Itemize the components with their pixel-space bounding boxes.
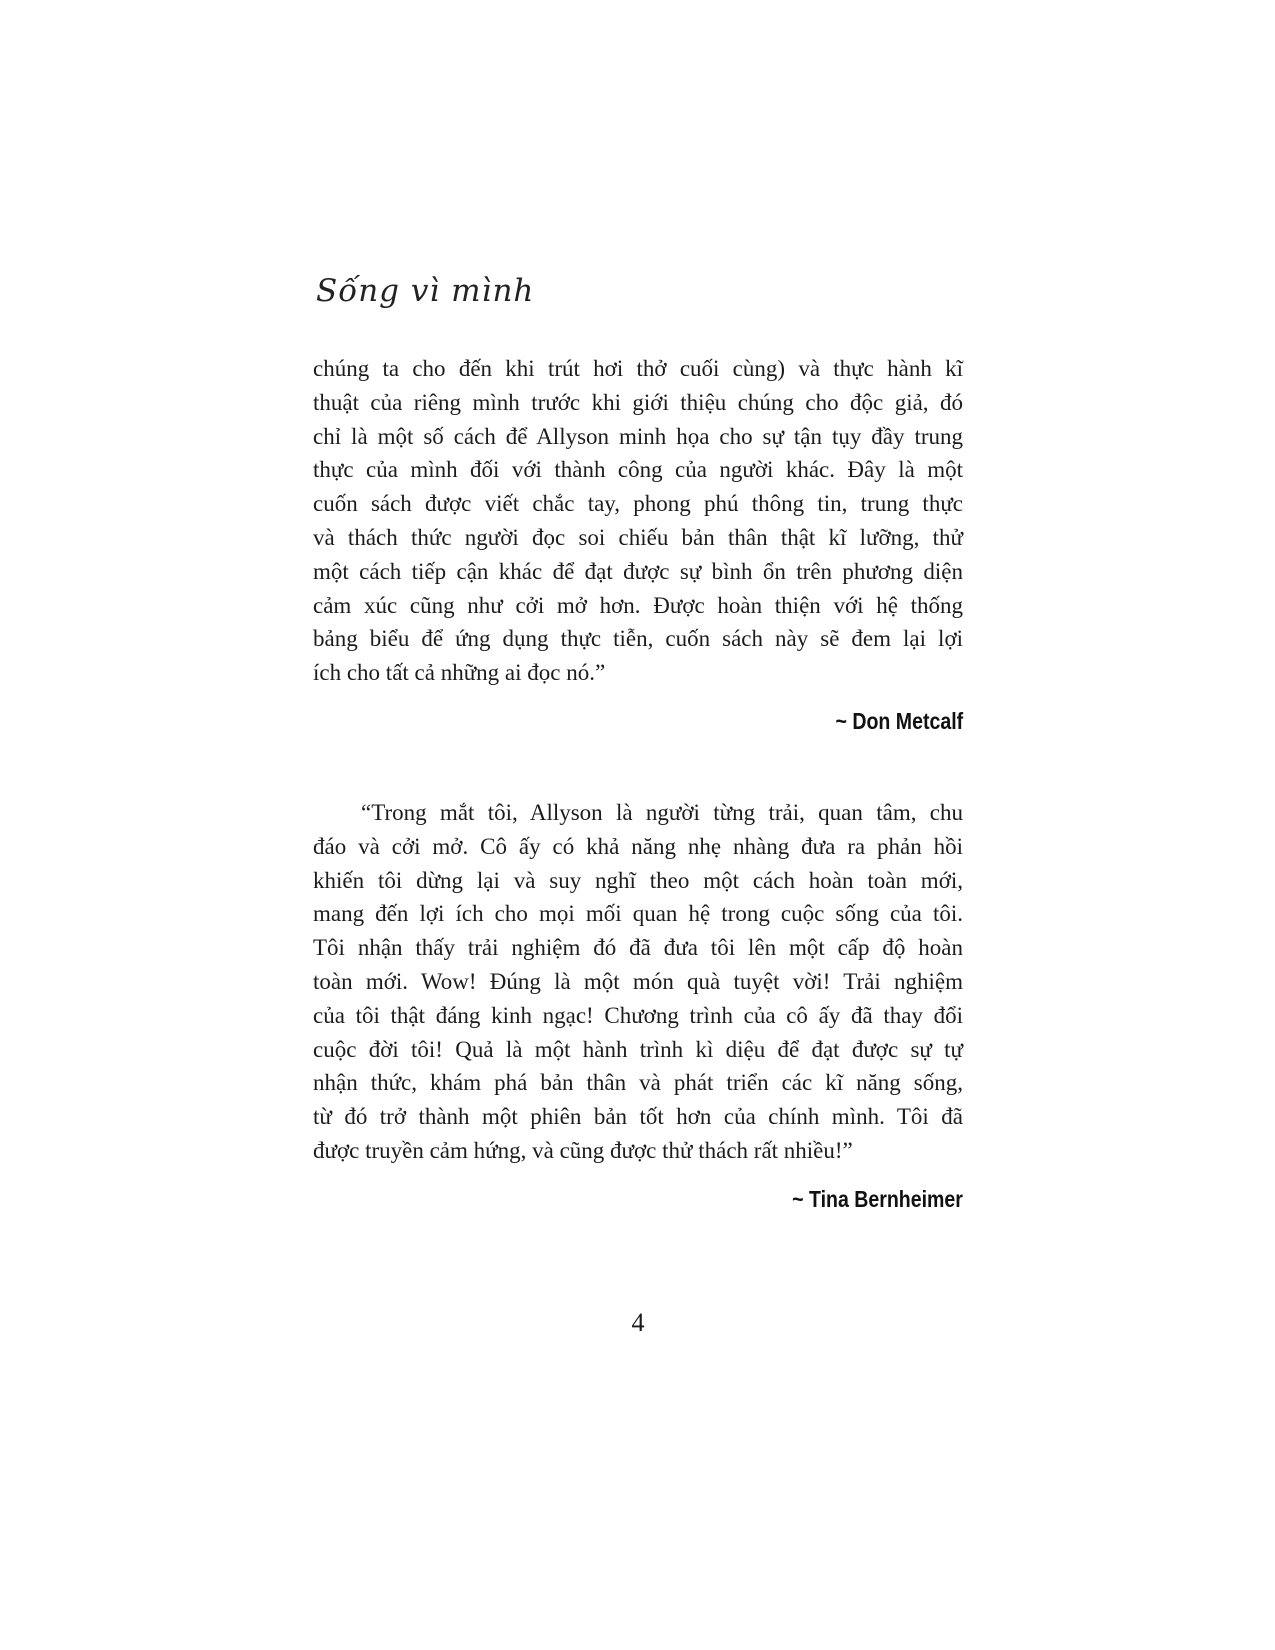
text-line: mang đến lợi ích cho mọi mối quan hệ trong cuộc sống của tôi. [313,901,963,927]
page-number: 4 [631,1308,645,1337]
text-line: cuốn sách được viết chắc tay, phong phú thông tin, trung thực [313,491,963,517]
text-line: Tôi nhận thấy trải nghiệm đó đã đưa tôi lên một cấp độ hoàn [313,935,963,961]
running-header-title: Sống vì mình [316,273,535,309]
attribution-line-2 [313,1184,963,1214]
text-line: và thách thức người đọc soi chiếu bản thân thật kĩ lưỡng, thử [313,524,963,550]
text-line: từ đó trở thành một phiên bản tốt hơn của chính mình. Tôi đã [313,1104,963,1130]
text-line: ích cho tất cả những ai đọc nó.” [313,660,606,686]
text-line: nhận thức, khám phá bản thân và phát triển các kĩ năng sống, [313,1070,963,1096]
text-line: cảm xúc cũng như cởi mở hơn. Được hoàn thiện với hệ thống [313,592,963,618]
testimonial-block-2 [313,796,963,1214]
testimonial-paragraph-2 [313,796,963,1168]
text-line: chúng ta cho đến khi trút hơi thở cuối cùng) và thực hành kĩ [313,356,963,381]
testimonial-paragraph-1 [313,352,963,690]
text-line: thuật của riêng mình trước khi giới thiệu chúng cho độc giả, đó [313,389,963,415]
text-line: khiến tôi dừng lại và suy nghĩ theo một cách hoàn toàn mới, [313,867,963,893]
attribution-name-tina-bernheimer: ~ Tina Bernheimer [792,1185,963,1212]
text-line: đáo và cởi mở. Cô ấy có khả năng nhẹ nhàng đưa ra phản hồi [313,833,963,859]
text-line: “Trong mắt tôi, Allyson là người từng trải, quan tâm, chu [361,799,963,825]
testimonial-block-1 [313,352,963,736]
attribution-name-don-metcalf: ~ Don Metcalf [835,707,963,734]
text-line: chỉ là một số cách để Allyson minh họa cho sự tận tụy đầy trung [313,423,963,449]
text-line: của tôi thật đáng kinh ngạc! Chương trình của cô ấy đã thay đổi [313,1002,963,1028]
text-line: thực của mình đối với thành công của người khác. Đây là một [313,457,963,483]
text-line: bảng biểu để ứng dụng thực tiễn, cuốn sách này sẽ đem lại lợi [313,626,963,652]
content-column [313,352,963,1214]
attribution-line-1 [313,706,963,736]
text-line: cuộc đời tôi! Quả là một hành trình kì diệu để đạt được sự tự [313,1036,963,1062]
text-line: được truyền cảm hứng, và cũng được thử thách rất nhiều!” [313,1137,853,1163]
text-line: một cách tiếp cận khác để đạt được sự bình ổn trên phương diện [313,558,963,584]
text-line: toàn mới. Wow! Đúng là một món quà tuyệt vời! Trải nghiệm [313,968,963,994]
